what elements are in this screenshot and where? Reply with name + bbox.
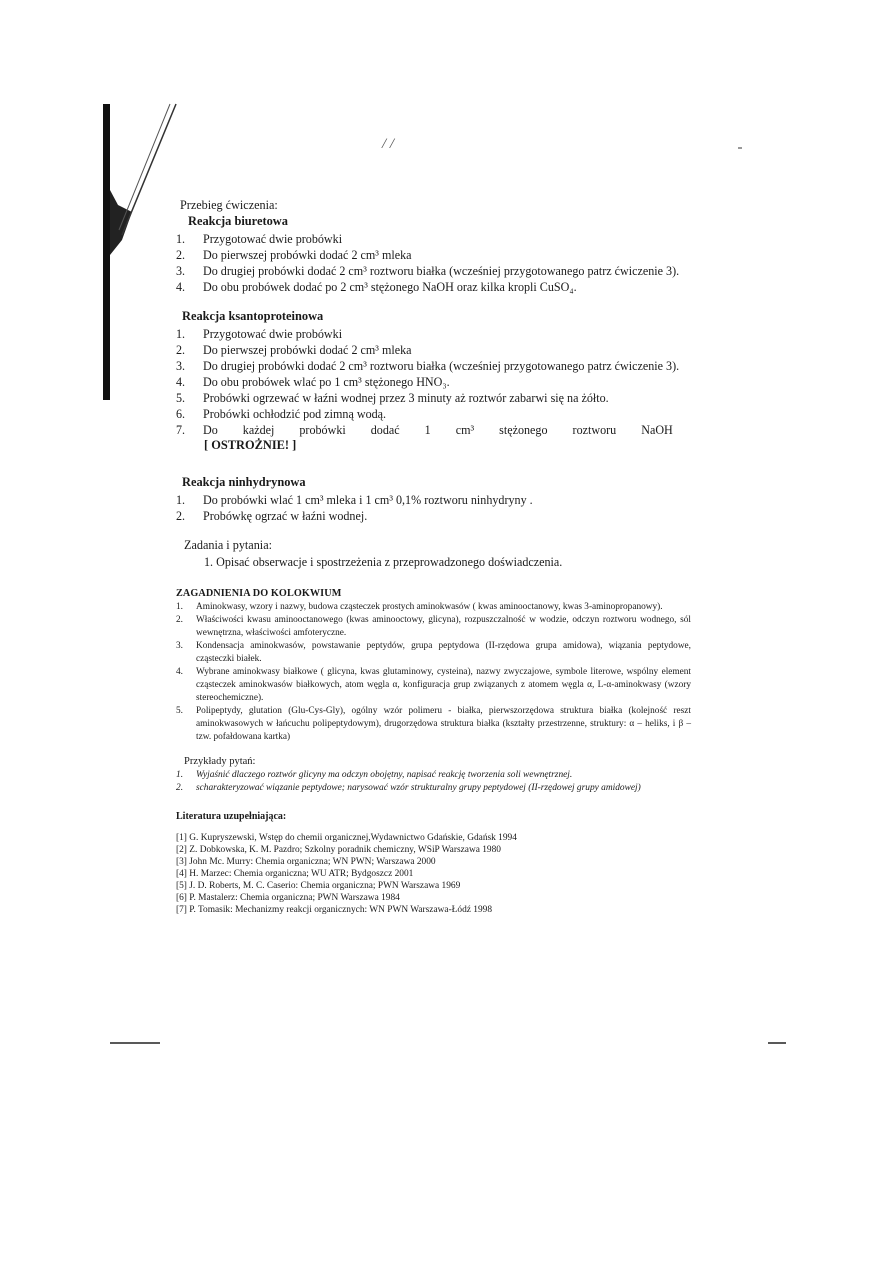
ninhydrin-steps [176,492,691,524]
example-questions-title: Przykłady pytań: [184,756,256,767]
procedure-heading: Przebieg ćwiczenia: [180,198,278,212]
xanthoproteic-section [176,309,691,453]
literature-list [176,832,691,916]
list-item: 2. Do pierwszej probówki dodać 2 cm³ mleka [176,343,412,357]
colloquium-topics-title: ZAGADNIENIA DO KOLOKWIUM [176,588,342,599]
list-item: 1. Wyjaśnić dlaczego roztwór glicyny ma odczyn obojętny, napisać reakcję tworzenia soli wewnętrznej. [176,770,573,780]
list-item: 2. scharakteryzować wiązanie peptydowe; narysować wzór strukturalny grupy peptydowej (II-rzędowej grupy amidowej) [176,783,641,793]
list-item: 2. Właściwości kwasu aminooctanowego (kwas aminooctowy, glicyna), rozpuszczalność w wodzie, odczyn roztworu wodnego, sól wewnętrzna, właściwości amfoteryczne. [176,615,691,638]
list-item: [6] P. Mastalerz: Chemia organiczna; PWN Warszawa 1984 [176,893,400,903]
list-item: 4. Wybrane aminokwasy białkowe ( glicyna, kwas glutaminowy, cysteina), nazwy zwyczajowe, symbole literowe, wspólny element cząsteczek aminokwasów białkowych, atom węgla α, konfiguracja grup związanych z atomem węgla α, L-α-aminokwasy (wzory stereochemiczne). [176,667,691,703]
example-questions-list [176,769,691,795]
ninhydrin-section [176,475,691,524]
list-item: 3. Do drugiej probówki dodać 2 cm³ roztworu białka (wcześniej przygotowanego patrz ćwiczenie 3). [176,264,680,278]
literature-title: Literatura uzupełniająca: [176,811,287,822]
list-item: 4. Do obu probówek wlać po 1 cm³ stężonego HNO₃. [176,375,450,389]
list-item: [2] Z. Dobkowska, K. M. Pazdro; Szkolny poradnik chemiczny, WSiP Warszawa 1980 [176,845,501,855]
colloquium-topics-section [176,588,691,744]
page-number: / / [382,136,395,152]
list-item: [4] H. Marzec: Chemia organiczna; WU ATR; Bydgoszcz 2001 [176,869,414,879]
xanthoproteic-title: Reakcja ksantoproteinowa [182,309,324,323]
colloquium-topics-list [176,601,691,744]
list-item: 1. Do probówki wlać 1 cm³ mleka i 1 cm³ 0,1% roztworu ninhydryny . [176,493,533,507]
ninhydrin-title: Reakcja ninhydrynowa [182,475,306,489]
list-item: 5. Probówki ogrzewać w łaźni wodnej przez 3 minuty aż roztwór zabarwi się na żółto. [176,391,609,405]
xanthoproteic-steps [176,326,691,438]
biuret-section [176,214,691,295]
list-item: 3. Do drugiej probówki dodać 2 cm³ roztworu białka (wcześniej przygotowanego patrz ćwiczenie 3). [176,359,680,373]
list-item: 2. Probówkę ogrzać w łaźni wodnej. [176,509,368,523]
list-item: 2. Do pierwszej probówki dodać 2 cm³ mleka [176,248,412,262]
literature-section [176,811,691,916]
document-body [176,198,691,916]
tasks-item: 1. Opisać obserwacje i spostrzeżenia z przeprowadzonego doświadczenia. [204,555,563,569]
list-item: [5] J. D. Roberts, M. C. Caserio: Chemia organiczna; PWN Warszawa 1969 [176,881,461,891]
list-item: 6. Probówki ochłodzić pod zimną wodą. [176,407,387,421]
list-item: 5. Polipeptydy, glutation (Glu-Cys-Gly), ogólny wzór polimeru - białka, pierwszorzędowa struktura białka (kolejność reszt aminokwasowych w łańcuchu polipeptydowym), drugorzędowa struktura białka (kształty przestrzenne, struktury: α – heliks, i β – tzw. pofałdowana kartka) [176,706,691,742]
caution-note: [ OSTROŻNIE! ] [204,438,297,452]
list-item: [1] G. Kupryszewski, Wstęp do chemii organicznej,Wydawnictwo Gdańskie, Gdańsk 1994 [176,833,517,843]
biuret-steps [176,231,691,295]
list-item: 7. Do każdej probówki dodać 1 cm³ stężonego roztworu NaOH [176,423,673,437]
tasks-title: Zadania i pytania: [184,538,272,552]
list-item: 1. Przygotować dwie probówki [176,327,343,341]
list-item: 1. Aminokwasy, wzory i nazwy, budowa cząsteczek prostych aminokwasów ( kwas aminooctanowy, kwas 3-aminopropanowy). [176,602,663,612]
example-questions-section [176,756,691,795]
list-item: 1. Przygotować dwie probówki [176,232,343,246]
tasks-section [176,538,691,570]
list-item: [3] John Mc. Murry: Chemia organiczna; WN PWN; Warszawa 2000 [176,857,436,867]
list-item: 4. Do obu probówek dodać po 2 cm³ stężonego NaOH oraz kilka kropli CuSO₄. [176,280,577,294]
list-item: [7] P. Tomasik: Mechanizmy reakcji organicznych: WN PWN Warszawa-Łódź 1998 [176,905,493,915]
list-item: 3. Kondensacja aminokwasów, powstawanie peptydów, grupa peptydowa (II-rzędowa grupa amidowa), wiązania peptydowe, cząsteczki białek. [176,641,691,664]
biuret-title: Reakcja biuretowa [188,214,288,228]
